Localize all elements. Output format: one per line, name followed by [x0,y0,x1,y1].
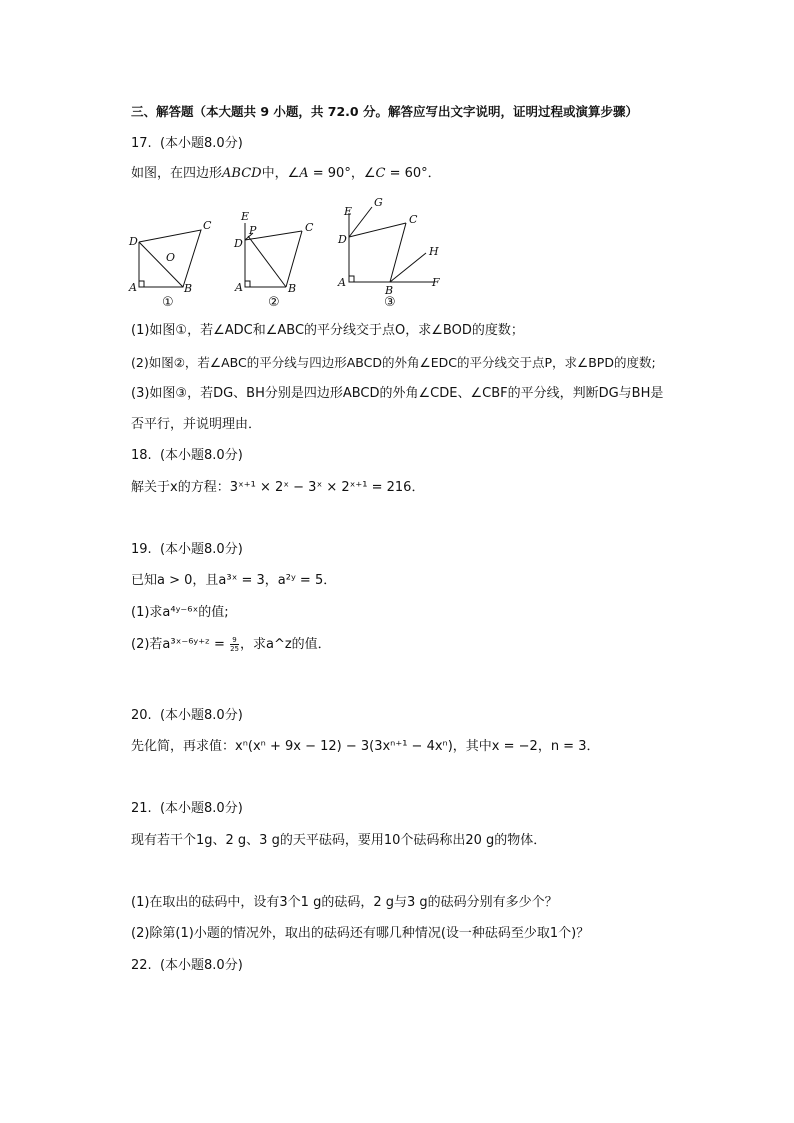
fig2-label-D: D [234,237,243,250]
q17-intro-mid: 中，∠ [261,166,300,181]
q22-number: 22. [131,958,152,973]
fig2-label-E: E [241,210,250,223]
q17-eq60: = 60°． [385,166,441,181]
q18-heading [131,447,243,465]
q18-number: 18. [131,448,152,463]
fig1-label-D: D [129,235,138,248]
q21-heading [131,800,243,818]
q21-score: (本小题8.0分) [159,801,243,816]
q17-part3-line2: 否平行，并说明理由． [131,417,262,432]
q21-number: 21. [131,801,152,816]
q20-number: 20. [131,708,152,723]
figure-3 [337,196,440,310]
fig3-label-E: E [344,205,353,218]
q18-equation: 3ˣ⁺¹ × 2ˣ − 3ˣ × 2ˣ⁺¹ = 216． [229,480,425,495]
fig1-label-B: B [184,282,193,295]
fig3-caption: ③ [384,295,396,310]
q17-intro-prefix: 如图，在四边形 [131,166,223,181]
q17-intro [131,165,441,183]
q17-figures [125,195,465,315]
q19-number: 19. [131,542,152,557]
fig1-label-O: O [166,251,176,264]
fig3-label-A: A [338,276,346,289]
q18-text-prefix: 解关于x的方程： [131,480,230,495]
q19-fraction [230,636,239,653]
q19-score: (本小题8.0分) [159,542,243,557]
q18-score: (本小题8.0分) [159,448,243,463]
q20-text: 先化简，再求值：xⁿ(xⁿ + 9x − 12) − 3(3xⁿ⁺¹ − 4xⁿ)，其中x = −2，n = 3． [131,739,600,754]
q17-part2: (2)如图②，若∠ABC的平分线与四边形ABCD的外角∠EDC的平分线交于点P，求∠BPD的度数; [131,355,656,370]
fig1-label-C: C [203,219,212,232]
q19-given: 已知a > 0，且a³ˣ = 3，a²ʸ = 5． [131,573,337,588]
q21-part2: (2)除第(1)小题的情况外，取出的砝码还有哪几种情况(设一种砝码至少取1个)？ [131,926,590,941]
fig3-label-B: B [385,284,394,297]
q22-score: (本小题8.0分) [159,958,243,973]
q17-number: 17. [131,136,152,151]
figure-1 [128,219,212,310]
q22-heading [131,957,243,975]
q17-angle-a: A [299,166,309,181]
q19-part2 [131,636,331,654]
q17-part3-line1: (3)如图③，若DG、BH分别是四边形ABCD的外角∠CDE、∠CBF的平分线，判断DG与BH是 [131,386,664,401]
q19-heading [131,541,243,559]
q19-part1: (1)求a⁴ʸ⁻⁶ˣ的值; [131,605,229,620]
fig3-label-C: C [409,213,418,226]
q19-fraction-den: 25 [230,645,239,653]
q21-text: 现有若干个1g、2 g、3 g的天平砝码，要用10个砝码称出20 g的物体． [131,833,547,848]
fig3-label-H: H [429,245,439,258]
fig3-label-F: F [432,276,440,289]
q17-eq90: = 90°，∠ [308,166,376,181]
fig2-label-A: A [235,281,243,294]
fig2-caption: ② [268,295,280,310]
section-header: 三、解答题（本大题共 9 小题，共 72.0 分。解答应写出文字说明，证明过程或演算步骤） [131,104,638,119]
q19-part2-prefix: (2)若a³ˣ⁻⁶ʸ⁺ᶻ = [131,637,230,652]
q20-heading [131,707,243,725]
fig3-label-D: D [338,233,347,246]
figure-2 [233,210,314,310]
fig2-label-C: C [305,221,314,234]
q17-heading [131,135,243,153]
q17-score: (本小题8.0分) [159,136,243,151]
fig3-label-G: G [374,196,383,209]
q20-score: (本小题8.0分) [159,708,243,723]
q18-text [131,479,424,497]
fig1-caption: ① [162,295,174,310]
q17-part1: (1)如图①，若∠ADC和∠ABC的平分线交于点O，求∠BOD的度数； [131,323,524,338]
fig2-label-P: P [249,224,257,237]
q19-part2-suffix: ，求a^z的值． [239,637,331,652]
fig1-label-A: A [129,281,137,294]
q17-angle-c: C [375,166,386,181]
q21-part1: (1)在取出的砝码中，设有3个1 g的砝码，2 g与3 g的砝码分别有多少个？ [131,895,558,910]
fig2-label-B: B [288,282,297,295]
q17-quad-name: ABCD [222,166,262,181]
q19-fraction-num: 9 [230,636,239,645]
